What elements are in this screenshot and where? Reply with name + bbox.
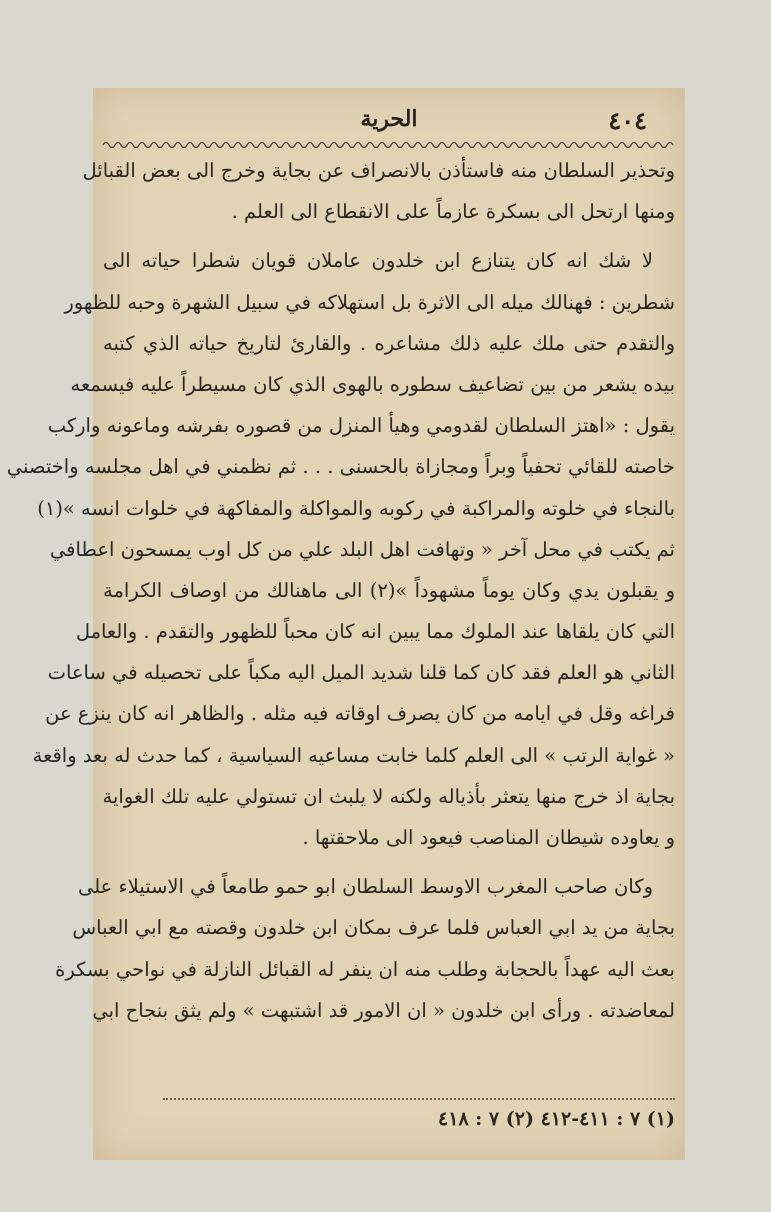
text-line: والتقدم حتى ملك عليه ذلك مشاعره . والقارئ لتاريخ حياته الذي كتبه	[103, 331, 675, 355]
text-line: ومنها ارتحل الى بسكرة عازماً على الانقطاع الى العلم .	[231, 200, 675, 224]
text-line: بعث اليه عهداً بالحجابة وطلب منه ان ينفر له القبائل النازلة في نواحي بسكرة	[55, 957, 675, 981]
page-header	[93, 100, 685, 140]
text-line: و يقبلون يدي وكان يوماً مشهوداً »(٢) الى ماهنالك من اوصاف الكرامة	[103, 578, 676, 602]
text-line: بيده يشعر من بين تضاعيف سطوره بالهوى الذي كان مسيطراً عليه فيسمعه	[70, 372, 675, 396]
text-line: وكان صاحب المغرب الاوسط السلطان ابو حمو طامعاً في الاستيلاء على	[77, 875, 653, 899]
text-line: ثم يكتب في محل آخر « وتهافت اهل البلد علي من كل اوب يمسحون اعطافي	[49, 537, 675, 561]
text-line: يقول : «اهتز السلطان لقدومي وهيأ المنزل من قصوره بفرشه وماعونه واركب	[47, 414, 675, 438]
text-line: بالنجاء في خلوته والمراكبة في ركوبه والمواكلة والمفاكهة في خلوات انسه »(١)	[37, 496, 675, 520]
text-line: وتحذير السلطان منه فاستأذن بالانصراف عن بجاية وخرج الى بعض القبائل	[82, 159, 675, 182]
text-line: التي كان يلقاها عند الملوك مما يبين انه كان محباً للظهور والتقدم . والعامل	[75, 620, 675, 644]
book-page	[6, 88, 685, 1160]
text-line: بجاية من يد ابي العباس فلما عرف بمكان ابن خلدون وقصته مع ابي العباس	[72, 916, 675, 940]
body-text	[6, 150, 676, 1031]
text-line: لا شك انه كان يتنازع ابن خلدون عاملان قويان شطرا حياته الى	[103, 249, 653, 273]
text-line: الثاني هو العلم فقد كان كما قلنا شديد الميل اليه مكباً على تحصيله في ساعات	[47, 661, 675, 685]
text-line: بجاية اذ خرج منها يتعثر بأذياله ولكنه لا يلبث ان تستولي عليه تلك الغواية	[102, 784, 675, 808]
text-line: شطرين : فهنالك ميله الى الاثرة بل استهلاكه في سبيل الشهرة وحبه للظهور	[64, 290, 675, 314]
text-line: لمعاضدته . ورأى ابن خلدون « ان الامور قد اشتبهت » ولم يثق بنجاح ابي	[92, 998, 675, 1022]
running-title: الحرية	[360, 106, 418, 132]
text-line: فراغه وقل في ايامه من كان يصرف اوقاته فيه مثله . والظاهر انه كان ينزع عن	[45, 702, 675, 726]
footnote-separator	[163, 1098, 675, 1100]
wavy-rule	[103, 140, 675, 150]
text-line: « غواية الرتب » الى العلم كلما خابت مساعيه السياسية ، كما حدث له بعد واقعة	[32, 743, 675, 767]
text-line: خاصته للقائي تحفياً وبراً ومجازاة بالحسنى . . . ثم نظمني في اهل مجلسه واختصني	[6, 455, 675, 479]
page-number: ٤٠٤	[608, 106, 647, 135]
text-line: و يعاوده شيطان المناصب فيعود الى ملاحقتها .	[302, 826, 675, 849]
footnote: (١) ٧ : ٤١١-٤١٢ (٢) ٧ : ٤١٨	[438, 1108, 675, 1130]
